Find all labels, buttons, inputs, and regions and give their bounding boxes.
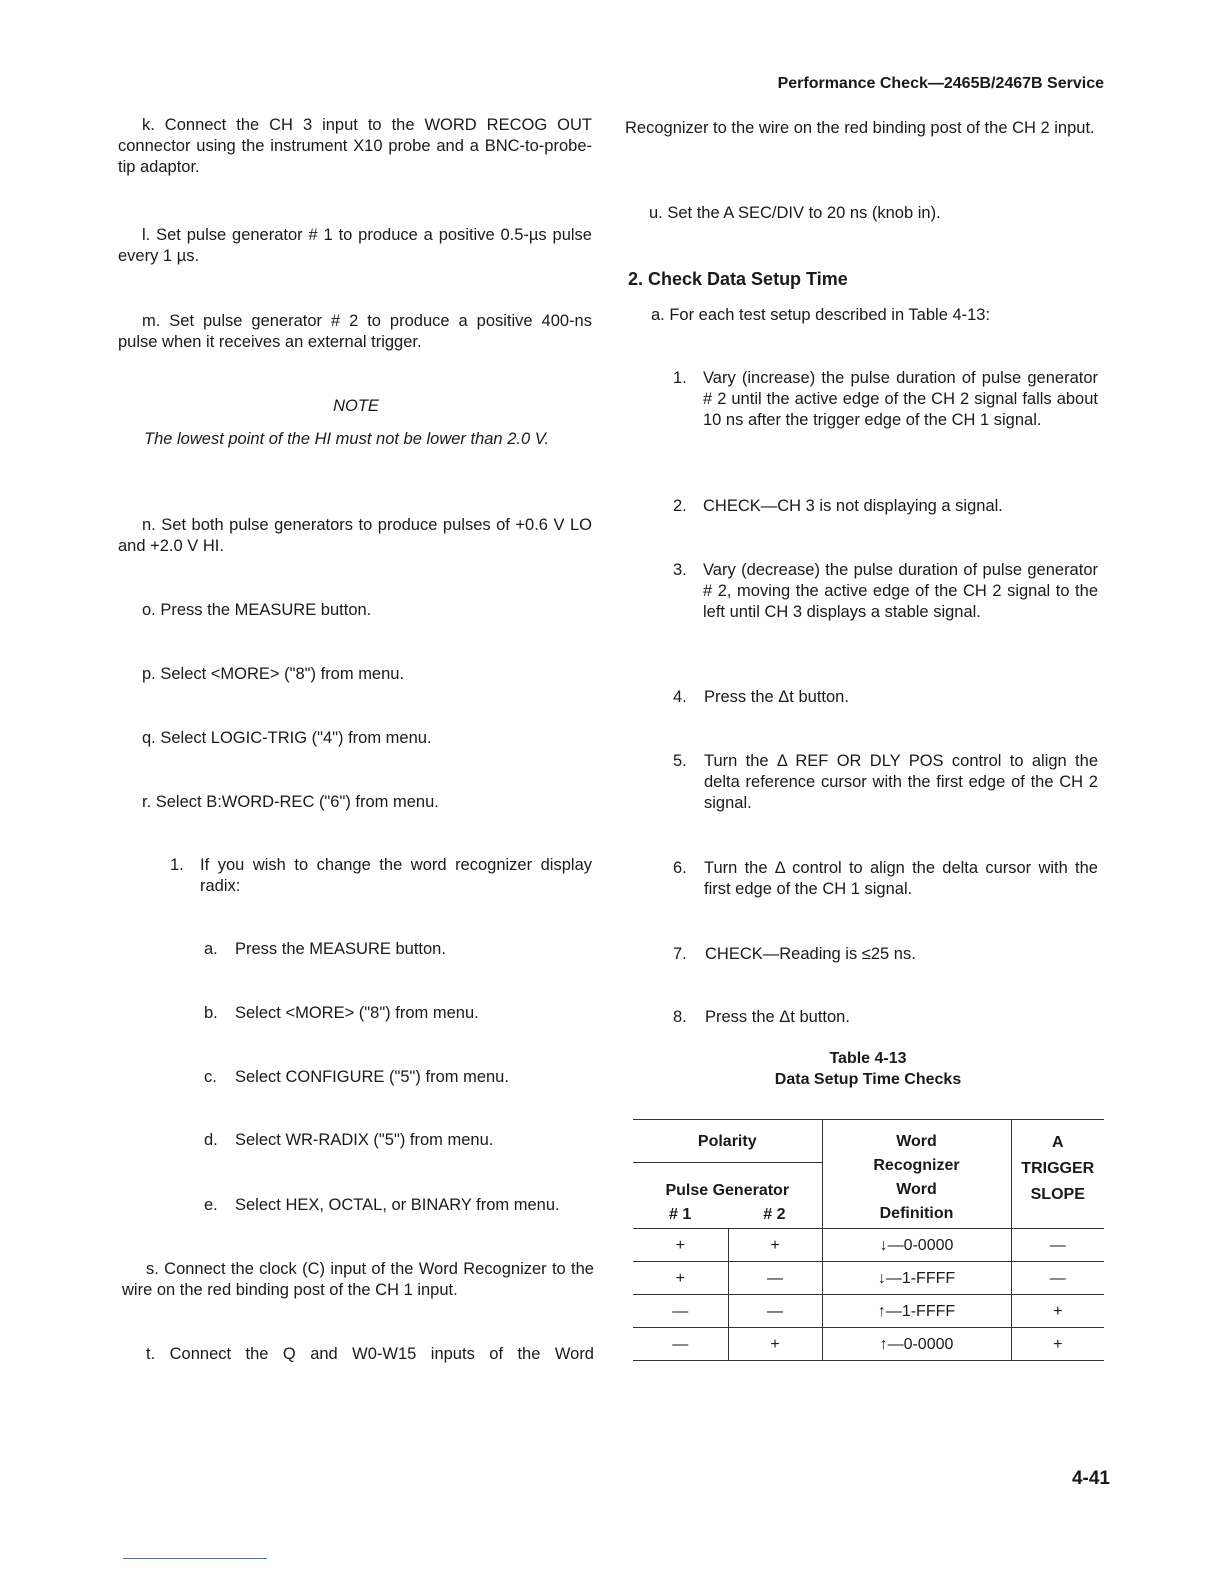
- check-step-number: 1.: [673, 369, 687, 387]
- cell-trigger-slope: —: [1011, 1229, 1104, 1262]
- radix-substep-text: Select CONFIGURE ("5") from menu.: [235, 1068, 509, 1086]
- header-gen-2: # 2: [763, 1205, 786, 1223]
- header-generator-numbers: [633, 1203, 822, 1227]
- header-pulse-generator-label: Pulse Generator: [665, 1181, 790, 1199]
- page-number: 4-41: [1071, 1468, 1110, 1489]
- step-l: l. Set pulse generator # 1 to produce a positive 0.5-µs pulse every 1 µs.: [118, 226, 592, 265]
- step-m: m. Set pulse generator # 2 to produce a positive 400-ns pulse when it receives an external trigger.: [118, 312, 592, 351]
- check-step-number: 3.: [673, 561, 687, 579]
- check-step: [673, 687, 1098, 708]
- cell-trigger-slope: +: [1011, 1295, 1104, 1328]
- table-row: [633, 1328, 1104, 1361]
- cell-word-definition: ↓—0-0000: [822, 1229, 1011, 1262]
- header-trigger-slope: [1011, 1120, 1104, 1229]
- cell-trigger-slope: +: [1011, 1328, 1104, 1361]
- check-step-number: 7.: [673, 945, 687, 963]
- check-step-text: CHECK—CH 3 is not displaying a signal.: [703, 497, 1003, 515]
- cell-gen-2: —: [728, 1295, 822, 1328]
- cell-gen-1: +: [633, 1262, 728, 1295]
- step-s: s. Connect the clock (C) input of the Word Recognizer to the wire on the red binding post of the CH 1 input.: [122, 1260, 594, 1299]
- cell-gen-1: —: [633, 1295, 728, 1328]
- step-t-continued: Recognizer to the wire on the red binding post of the CH 2 input.: [625, 119, 1095, 137]
- step-r: r. Select B:WORD-REC ("6") from menu.: [142, 793, 439, 811]
- cell-gen-2: +: [728, 1328, 822, 1361]
- header-word: Word: [896, 1133, 937, 1150]
- check-step-text: Turn the Δ REF OR DLY POS control to align the delta reference cursor with the first edge of the CH 2 signal.: [704, 752, 1098, 812]
- step-r-1-text: If you wish to change the word recognizer display radix:: [200, 856, 592, 895]
- section-heading: 2. Check Data Setup Time: [628, 269, 848, 289]
- header-trigger: TRIGGER: [1021, 1160, 1095, 1177]
- step-r-1: [170, 855, 592, 897]
- cell-gen-1: —: [633, 1328, 728, 1361]
- table-row: [633, 1229, 1104, 1262]
- check-step-text: Vary (decrease) the pulse duration of pulse generator # 2, moving the active edge of the CH 2 signal to the left until CH 3 displays a stable signal.: [703, 561, 1098, 621]
- check-step: [673, 496, 1098, 517]
- table-title: [633, 1048, 1103, 1090]
- radix-substep-text: Select WR-RADIX ("5") from menu.: [235, 1131, 494, 1149]
- check-step-number: 8.: [673, 1008, 687, 1026]
- check-step-text: Vary (increase) the pulse duration of pulse generator # 2 until the active edge of the CH 2 signal falls about 10 ns after the trigger edge of the CH 1 signal.: [703, 369, 1098, 429]
- check-step-number: 4.: [673, 688, 687, 706]
- table-number: Table 4-13: [829, 1050, 907, 1067]
- check-step: [673, 368, 1098, 431]
- check-step: [673, 751, 1098, 814]
- radix-substep-text: Select HEX, OCTAL, or BINARY from menu.: [235, 1196, 560, 1214]
- radix-substep-text: Select <MORE> ("8") from menu.: [235, 1004, 479, 1022]
- step-u: u. Set the A SEC/DIV to 20 ns (knob in).: [649, 204, 941, 222]
- step-p: p. Select <MORE> ("8") from menu.: [142, 665, 405, 683]
- setup-time-table: [633, 1119, 1104, 1361]
- check-step-text: CHECK—Reading is ≤25 ns.: [705, 945, 916, 963]
- check-step-number: 6.: [673, 859, 687, 877]
- cell-word-definition: ↑—0-0000: [822, 1328, 1011, 1361]
- check-step: [673, 560, 1098, 623]
- step-r-1-number: 1.: [170, 856, 184, 874]
- cell-word-definition: ↓—1-FFFF: [822, 1262, 1011, 1295]
- step-k: k. Connect the CH 3 input to the WORD RECOG OUT connector using the instrument X10 probe and a BNC-to-probe-tip adaptor.: [118, 116, 592, 176]
- radix-substep-letter: e.: [204, 1196, 218, 1214]
- radix-substep: [204, 1003, 604, 1024]
- table-row: [633, 1262, 1104, 1295]
- cell-gen-2: —: [728, 1262, 822, 1295]
- check-step: [673, 1007, 1098, 1028]
- check-step-text: Press the Δt button.: [705, 1008, 850, 1026]
- cell-gen-1: +: [633, 1229, 728, 1262]
- page-header: Performance Check—2465B/2467B Service: [777, 75, 1104, 92]
- check-step: [673, 944, 1098, 965]
- cell-gen-2: +: [728, 1229, 822, 1262]
- table-row: [633, 1295, 1104, 1328]
- header-recognizer: Recognizer: [873, 1157, 960, 1174]
- cell-word-definition: ↑—1-FFFF: [822, 1295, 1011, 1328]
- step-a: a. For each test setup described in Table 4-13:: [651, 306, 991, 324]
- step-n: n. Set both pulse generators to produce pulses of +0.6 V LO and +2.0 V HI.: [118, 516, 592, 555]
- header-slope: SLOPE: [1030, 1186, 1085, 1203]
- radix-substep-letter: a.: [204, 940, 218, 958]
- radix-substep-text: Press the MEASURE button.: [235, 940, 446, 958]
- radix-substep: [204, 1130, 604, 1151]
- note-title: NOTE: [333, 397, 379, 415]
- step-t: t. Connect the Q and W0-W15 inputs of the Word: [146, 1345, 594, 1363]
- step-o: o. Press the MEASURE button.: [142, 601, 372, 619]
- radix-substep: [204, 939, 604, 960]
- header-polarity: Polarity: [633, 1120, 822, 1163]
- radix-substep: [204, 1067, 604, 1088]
- radix-substep: [204, 1195, 604, 1216]
- check-step-text: Turn the Δ control to align the delta cursor with the first edge of the CH 1 signal.: [704, 859, 1098, 898]
- header-word-definition: [822, 1120, 1011, 1229]
- header-gen-1: # 1: [669, 1205, 692, 1223]
- check-step-number: 2.: [673, 497, 687, 515]
- cell-trigger-slope: —: [1011, 1262, 1104, 1295]
- header-a: A: [1051, 1134, 1064, 1151]
- note-body: The lowest point of the HI must not be lower than 2.0 V.: [144, 430, 550, 448]
- check-step-number: 5.: [673, 752, 687, 770]
- radix-substep-letter: b.: [204, 1004, 218, 1022]
- check-step-text: Press the Δt button.: [704, 688, 849, 706]
- table-caption: Data Setup Time Checks: [774, 1071, 962, 1088]
- radix-substep-letter: c.: [204, 1068, 217, 1086]
- header-definition: Definition: [879, 1205, 954, 1222]
- radix-substep-letter: d.: [204, 1131, 218, 1149]
- header-word-2: Word: [896, 1181, 937, 1198]
- header-pulse-generator: [633, 1163, 822, 1229]
- step-q: q. Select LOGIC-TRIG ("4") from menu.: [142, 729, 432, 747]
- check-step: [673, 858, 1098, 900]
- footer-rule: [123, 1558, 267, 1559]
